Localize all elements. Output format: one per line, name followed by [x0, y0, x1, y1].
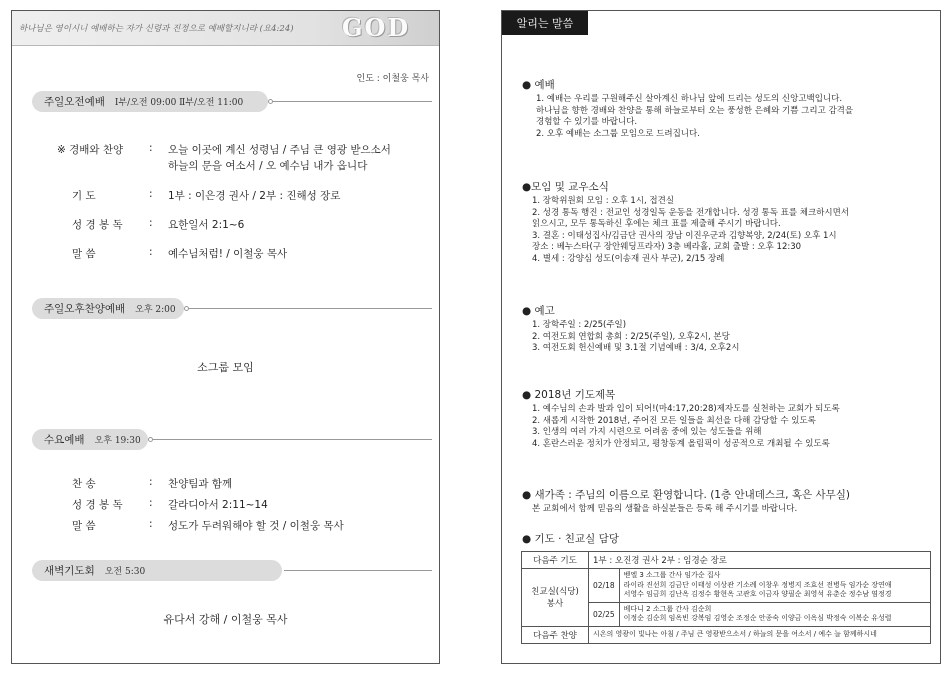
cell-line: 서영수 임금희 김난옥 김정수 황현옥 고관호 이금자 양필순 최영석 유춘순 정수남 염정경	[623, 590, 892, 598]
section-title: 수요예배	[44, 434, 85, 446]
cell-line: 베다니 2 소그룹 간사 김순희	[623, 604, 712, 613]
order-label: 성 경 봉 독	[72, 499, 123, 511]
ann-line: 3. 인생의 여러 가지 시련으로 어려움 중에 있는 성도들을 위해	[532, 427, 762, 437]
order-value: 예수님처럼! / 이철웅 목사	[168, 248, 288, 260]
ann-title: ● 새가족 : 주님의 이름으로 환영합니다. (1층 안내데스크, 혹은 사무실)	[522, 489, 851, 501]
god-logo: GOD	[342, 13, 411, 42]
ann-notice	[522, 303, 932, 355]
table-cell: 다음주 찬양	[522, 626, 589, 643]
ann-line: 1. 장학위원회 모임 : 오후 1시, 접견실	[532, 196, 675, 206]
ann-title: ● 예고	[522, 305, 555, 317]
ann-line: 3. 여전도회 헌신예배 및 3.1절 기념예배 : 3/4, 오후2시	[532, 343, 740, 353]
divider	[284, 570, 432, 571]
verse-banner	[12, 11, 439, 46]
ann-line: 하나님을 향한 경배와 찬양을 통해 하늘로부터 오는 풍성한 은혜와 기쁨 그리고 감격을	[536, 105, 854, 116]
table-row	[522, 552, 931, 569]
colon: :	[149, 217, 153, 229]
order-value: 갈라디아서 2:11~14	[168, 499, 268, 511]
order-value: 오늘 이곳에 계신 성령님 / 주님 큰 영광 받으소서	[168, 144, 391, 156]
announcements-header: 알리는 말씀	[502, 11, 588, 35]
colon: :	[149, 246, 153, 258]
ann-line: 2. 새롭게 시작한 2018년, 주어진 모든 일들을 최선을 다해 감당할 수 있도록	[532, 415, 816, 426]
bullet-dot	[148, 437, 153, 442]
section-wednesday-worship	[32, 429, 432, 450]
afternoon-content: 소그룹 모임	[197, 361, 254, 374]
table-cell: 1부 : 오진경 권사 2부 : 임경순 장로	[589, 552, 931, 569]
colon: :	[149, 142, 153, 154]
section-morning-worship	[32, 91, 432, 112]
announcements-page	[501, 10, 941, 664]
section-title: 주일오후찬양예배	[44, 303, 126, 315]
ann-line: 경험할 수 있기를 바랍니다.	[536, 117, 638, 127]
colon: :	[149, 497, 153, 509]
section-dawn-prayer	[32, 560, 432, 581]
ann-prayer-topics	[522, 387, 932, 450]
order-label: 말 씀	[72, 248, 96, 260]
order-item-reading	[72, 217, 427, 233]
ann-line: 2. 성경 통독 행진 : 전교인 성경일독 운동을 전개합니다. 성경 통독 표를 체크하시면서	[532, 207, 850, 218]
cell-line: 이정순 김순희 임옥빈 강복임 김영순 조정순 안종숙 이양금 이옥심 박정숙 이복순 유성렬	[623, 614, 892, 622]
section-afternoon-worship	[32, 298, 432, 319]
dawn-content: 유다서 강해 / 이철웅 목사	[163, 613, 288, 626]
order-value: 성도가 두려워해야 할 것 / 이철웅 목사	[168, 520, 344, 532]
ann-title: ● 기도 · 친교실 담당	[522, 533, 619, 545]
section-title: 주일오전예배	[44, 96, 105, 108]
bullet-dot	[268, 99, 273, 104]
ann-line: 1. 장학주일 : 2/25(주일)	[532, 320, 627, 330]
section-time: 오전 5:30	[104, 567, 146, 577]
order-label: 찬 송	[72, 478, 96, 490]
order-item-praise	[57, 142, 427, 174]
table-cell: 02/25	[589, 602, 620, 626]
section-time: 오후 2:00	[135, 305, 176, 315]
section-pill	[32, 429, 148, 450]
colon: :	[149, 188, 153, 200]
cell-line: 라이라 진선희 김금단 이태성 이상관 기소례 이창우 정병지 조효선 전병득 임가순 장연애	[623, 580, 892, 589]
ann-line: 읽으시고, 모두 통독하신 후에는 체크 표를 제출해 주시기 바랍니다.	[532, 219, 781, 229]
ann-line: 장소 : 베누스타(구 장안웨딩프라자) 3층 베라홀, 교회 출발 : 오후 12:30	[532, 242, 802, 252]
wed-item-reading	[72, 497, 427, 513]
table-cell: 시온의 영광이 빛나는 아침 / 주님 큰 영광받으소서 / 하늘의 문을 여소서 / 예수 늘 함께하시네	[589, 626, 931, 643]
table-row	[522, 626, 931, 643]
ann-line: 2. 오후 예배는 소그룹 모임으로 드려집니다.	[536, 128, 700, 139]
section-pill	[32, 298, 184, 319]
ann-line: 4. 혼란스러운 정치가 안정되고, 평창동계 올림픽이 성공적으로 개최될 수 있도록	[532, 438, 830, 449]
table-cell: 다음주 기도	[522, 552, 589, 569]
leader-label: 인도 : 이철웅 목사	[356, 74, 429, 84]
section-pill	[32, 91, 268, 112]
order-label: 기 도	[72, 190, 96, 202]
order-item-prayer	[72, 188, 427, 204]
table-cell	[619, 569, 930, 603]
divider	[270, 101, 432, 102]
ann-duty	[522, 531, 932, 548]
order-value: 요한일서 2:1~6	[168, 219, 245, 231]
ann-line: 1. 예배는 우리를 구원해주신 살아계신 하나님 앞에 드리는 성도의 신앙고백입니다.	[536, 94, 843, 104]
table-cell: 02/18	[589, 569, 620, 603]
colon: :	[149, 518, 153, 530]
cell-line: 벧엘 3 소그룹 간사 임가순 집사	[623, 571, 721, 579]
ann-line: 4. 별세 : 강양심 성도(이송재 권사 부군), 2/15 장례	[532, 253, 725, 264]
colon: :	[149, 476, 153, 488]
section-pill	[32, 560, 282, 581]
ann-line: 1. 예수님의 손과 발과 입이 되어!(마4:17,20:28)제자도를 실천하는 교회가 되도록	[532, 404, 840, 414]
ann-line: 2. 여전도회 연합회 총회 : 2/25(주일), 오후2시, 본당	[532, 331, 730, 342]
ann-line: 본 교회에서 함께 믿음의 생활을 하실분들은 등록 해 주시기를 바랍니다.	[532, 504, 798, 514]
order-label: 말 씀	[72, 520, 96, 532]
ann-title: ● 2018년 기도제목	[522, 389, 616, 401]
ann-title: ● 예배	[522, 79, 555, 91]
order-value: 1부 : 이은경 권사 / 2부 : 진해성 장로	[168, 190, 341, 202]
section-time: 오후 19:30	[94, 436, 141, 446]
ann-worship	[522, 77, 932, 140]
duty-table	[521, 551, 931, 644]
divider	[186, 308, 432, 309]
table-row	[522, 569, 931, 603]
divider	[150, 439, 432, 440]
table-cell: 친교실(식당) 봉사	[522, 569, 589, 627]
section-title: 새벽기도회	[44, 565, 95, 577]
order-label: 성 경 봉 독	[72, 219, 123, 231]
bullet-dot	[184, 306, 189, 311]
order-value: 찬양팀과 함께	[168, 478, 233, 490]
worship-order-page	[11, 10, 440, 664]
ann-meetings	[522, 179, 932, 265]
order-item-sermon	[72, 246, 427, 262]
order-value-2: 하늘의 문을 여소서 / 오 예수님 내가 옵니다	[168, 160, 368, 172]
table-cell	[619, 602, 930, 626]
order-label: ※ 경배와 찬양	[57, 144, 124, 156]
wed-item-sermon	[72, 518, 427, 534]
section-time: Ⅰ부/오전 09:00 Ⅱ부/오전 11:00	[114, 98, 244, 108]
wed-item-hymn	[72, 476, 427, 492]
banner-verse: 하나님은 영이시니 예배하는 자가 신령과 진정으로 예배할지니라 (요4:24)	[19, 24, 294, 34]
ann-newcomer	[522, 487, 932, 516]
ann-line: 3. 결혼 : 이태성집사/김금단 권사의 장남 이진우군과 김향복양, 2/24(토) 오후 1시	[532, 230, 837, 241]
ann-title: ●모임 및 교우소식	[522, 181, 609, 193]
